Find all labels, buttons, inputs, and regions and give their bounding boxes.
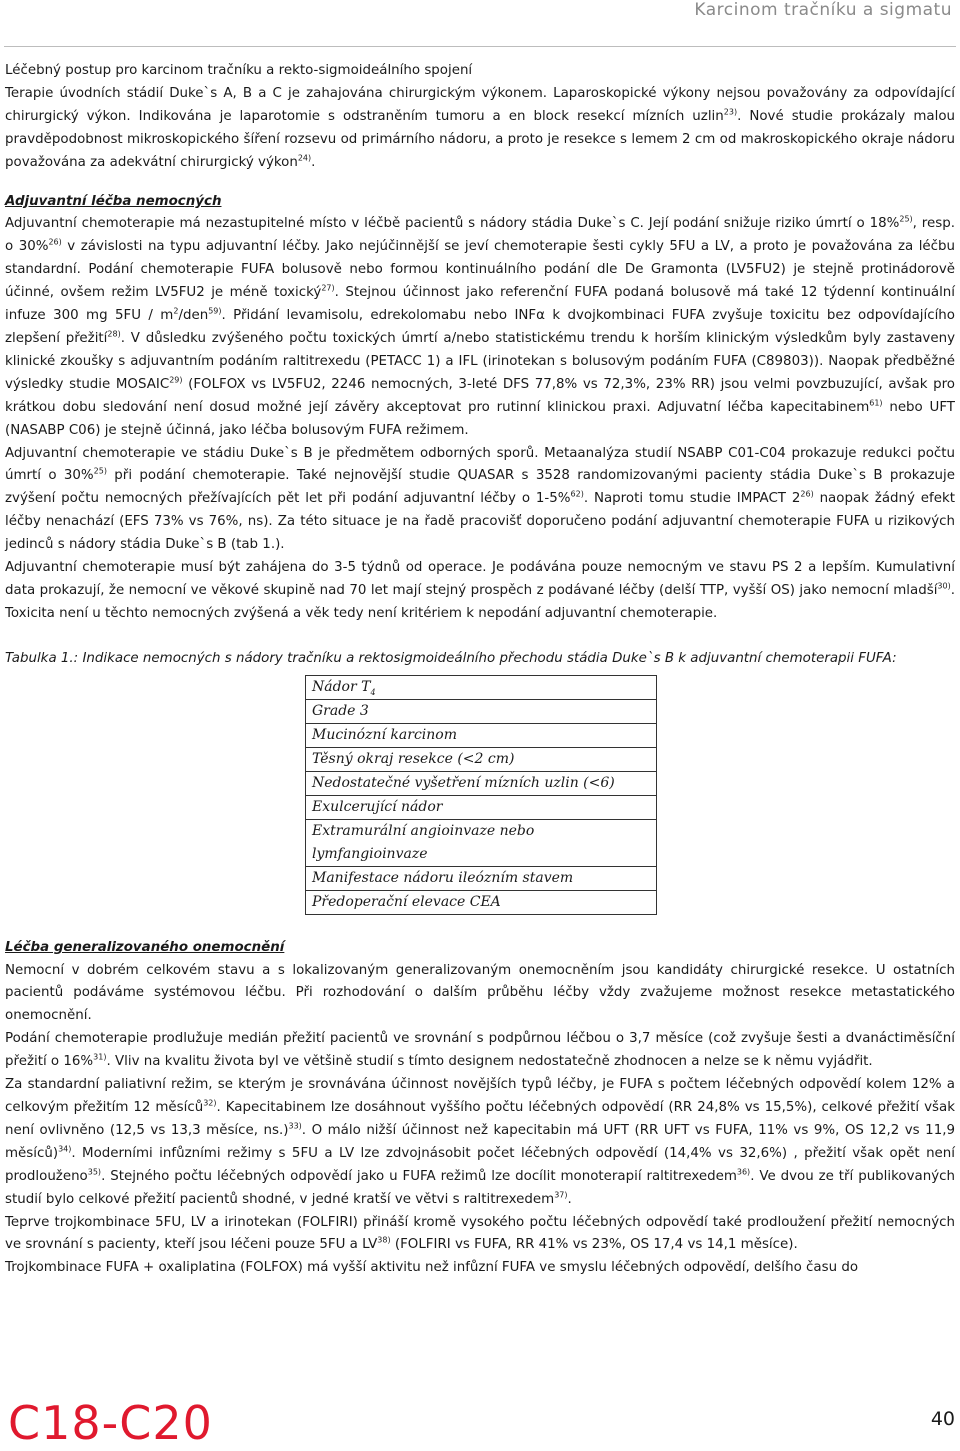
generalized-paragraph-1: Nemocní v dobrém celkovém stavu a s lokalizovaným generalizovaným onemocněním jsou kandidáty chirurgické resekce. U ostatních pacientů podáváme systémovou léčbu. Při rozhodování o dalším průběhu léčby vždy zvažujeme možnost resekce metastatického onemocnění. [5, 962, 955, 1024]
ref: 23) [723, 107, 738, 117]
generalized-paragraph-2: Podání chemoterapie prodlužuje medián přežití pacientů ve srovnání s podpůrnou léčbou o 3,7 měsíce (což zvyšuje šesti a dvanáctiměsíční přežití o 16%$^{31)}$. Vliv na kvalitu života byl ve většině studií s tímto designem nedostatečně zhodnocen a nelze se k němu vyjádřit. [5, 1031, 955, 1070]
table-row: Exulcerující nádor [306, 795, 657, 819]
table-row: Extramurální angioinvaze nebo lymfangioinvaze [306, 819, 657, 866]
header-rule [4, 46, 956, 47]
running-header-title: Karcinom tračníku a sigmatu [694, 0, 952, 20]
table-caption: Tabulka 1.: Indikace nemocných s nádory tračníku a rektosigmoideálního přechodu stádia Duke`s B k adjuvantní chemoterapii FUFA: [5, 650, 897, 666]
footer-diagnosis-code: C18-C20 [8, 1396, 213, 1450]
indication-table [305, 675, 657, 915]
intro-heading: Léčebný postup pro karcinom tračníku a rekto-sigmoideálního spojení [5, 63, 473, 78]
adjuvant-heading: Adjuvantní léčba nemocných [5, 193, 222, 209]
table-row: Grade 3 [306, 699, 657, 723]
intro-paragraph: Terapie úvodních stádií Duke`s A, B a C je zahajována chirurgickým výkonem. Laparoskopické výkony nejsou považovány za odpovídající chirurgický výkon. Indikována je laparotomie s odstraněním tumoru a en block resekcí mízních uzlin$^{23)}$. Nové studie prokázaly malou pravděpodobnost mikroskopického šíření rozsevu od primárního nádoru, a proto je resekce s lemem 2 cm od makroskopického okraje nádoru považována za adekvátní chirurgický výkon$^{24)}$. [5, 85, 955, 170]
adjuvant-paragraph-2: Adjuvantní chemoterapie ve stádiu Duke`s B je předmětem odborných sporů. Metaanalýza studií NSABP C01-C04 prokazuje redukci počtu úmrtí o 30%$^{25)}$ při podání chemoterapie. Také nejnovější studie QUASAR s 3528 randomizovanými pacienty stádia Duke`s B prokazuje zvýšení počtu nemocných přežívajících pět let při podání adjuvantní léčby o 1-5%$^{62)}$. Naproti tomu studie IMPACT 2$^{26)}$ naopak žádný efekt léčby nenachází (EFS 73% vs 76%, ns). Za této situace je na řadě pracovišť doporučeno podání adjuvantní chemoterapie FUFA u rizikových jedinců s nádory stádia Duke`s B (tab 1.). [5, 445, 956, 553]
generalized-paragraph-3: Za standardní paliativní režim, se kterým je srovnávána účinnost novějších typů léčby, je FUFA s počtem léčebných odpovědí kolem 12% a celkovým přežitím 12 měsíců$^{32)}$. Kapecitabinem lze dosáhnout vyššího počtu léčebných odpovědí (RR 24,8% vs 15,5%), celkové přežití však není ovlivněno (12,5 vs 13,3 měsíce, ns.)$^{33)}$. O málo nižší účinnost než kapecitabin má UFT (RR UFT vs FUFA, 11% vs 9%, OS 12,2 vs 11,9 měsíců)$^{34)}$. Moderními infůzními režimy s 5FU a LV lze zdvojnásobit počet léčebných odpovědí (14,4% vs 32,6%) , přežití však opět není prodlouženo$^{35)}$. Stejného počtu léčebných odpovědí jako u FUFA režimů lze docílit monoterapií raltitrexedem$^{36)}$. Ve dvou ze tří publikovaných studií bylo celkové přežití pacientů shodné, v jedné kratší ve větvi s raltitrexedem$^{37)}$. [5, 1077, 955, 1207]
table-row: Mucinózní karcinom [306, 723, 657, 747]
table-row: Předoperační elevace CEA [306, 890, 657, 914]
page-body [5, 60, 955, 1280]
table-row: Manifestace nádoru ileózním stavem [306, 866, 657, 890]
generalized-heading: Léčba generalizovaného onemocnění [5, 939, 285, 955]
page-number: 40 [930, 1408, 955, 1430]
table-row: Nedostatečné vyšetření mízních uzlin (<6) [306, 771, 657, 795]
ref: 24) [297, 153, 312, 163]
adjuvant-paragraph-1: Adjuvantní chemoterapie má nezastupitelné místo v léčbě pacientů s nádory stádia Duke`s C. Její podání snižuje riziko úmrtí o 18%$^{25)}$, resp. o 30%$^{26)}$ v závislosti na typu adjuvantní léčby. Jako nejúčinnější se jeví chemoterapie šesti cykly 5FU a LV, a proto je považována za léčbu standardní. Podání chemoterapie FUFA bolusově nebo formou kontinuálního podání dle De Gramonta (LV5FU2) je stejně protinádorově účinné, ovšem režim LV5FU2 je méně toxický$^{27)}$. Stejnou účinnost jako referenční FUFA podaná bolusově má také 12 týdenní kontinuální infuze 300 mg $5FU / m^2/den^{59)}$. Přidání levamisolu, edrekolomabu nebo INFα k dvojkombinaci FUFA zvyšuje toxicitu bez odpovídajícího zlepšení přežití$^{28)}$. V důsledku zvýšeného počtu toxických úmrtí a/nebo statistickému trendu k horším klinickým výsledkům byly zastaveny klinické zkoušky s adjuvantním podáním raltitrexedu (PETACC 1) a IFL (irinotekan s bolusovým podáním FUFA (C89803)). Naopak předběžné výsledky studie MOSAIC$^{29)}$ (FOLFOX vs LV5FU2, 2246 nemocných, 3-leté DFS 77,8% vs 72,3%, 23% RR) jsou velmi povzbuzující, avšak pro krátkou dobu sledování není dosud možné její závěry akceptovat pro rutinní klinickou praxi. Adjuvatní léčba kapecitabinem$^{61)}$ nebo UFT (NASABP C06) je stejně účinná, jako léčba bolusovým FUFA režimem. [5, 214, 955, 438]
table-row: Těsný okraj resekce (<2 cm) [306, 747, 657, 771]
adjuvant-paragraph-3: Adjuvantní chemoterapie musí být zahájena do 3-5 týdnů od operace. Je podávána pouze nemocným ve stavu PS 2 a lepším. Kumulativní data prokazují, že nemocní ve věkové skupině nad 70 let mají stejný prospěch z podávané léčby (delší TTP, vyšší OS) jako nemocní mladší$^{30)}$. Toxicita není u těchto nemocných zvýšená a věk tedy není kritériem k nepodání adjuvantní chemoterapie. [5, 560, 955, 621]
generalized-paragraph-5: Trojkombinace FUFA + oxaliplatina (FOLFOX) má vyšší aktivitu než infůzní FUFA ve smyslu léčebných odpovědí, delšího času do [5, 1260, 859, 1276]
table-row: Nádor $T_4$ [306, 675, 657, 699]
generalized-paragraph-4: Teprve trojkombinace 5FU, LV a irinotekan (FOLFIRI) přináší kromě vysokého počtu léčebných odpovědí také prodloužení přežití nemocných ve srovnání s pacienty, kteří jsou léčeni pouze 5FU a LV$^{38)}$ (FOLFIRI vs FUFA, RR 41% vs 23%, OS 17,4 vs 14,1 měsíce). [5, 1214, 955, 1253]
